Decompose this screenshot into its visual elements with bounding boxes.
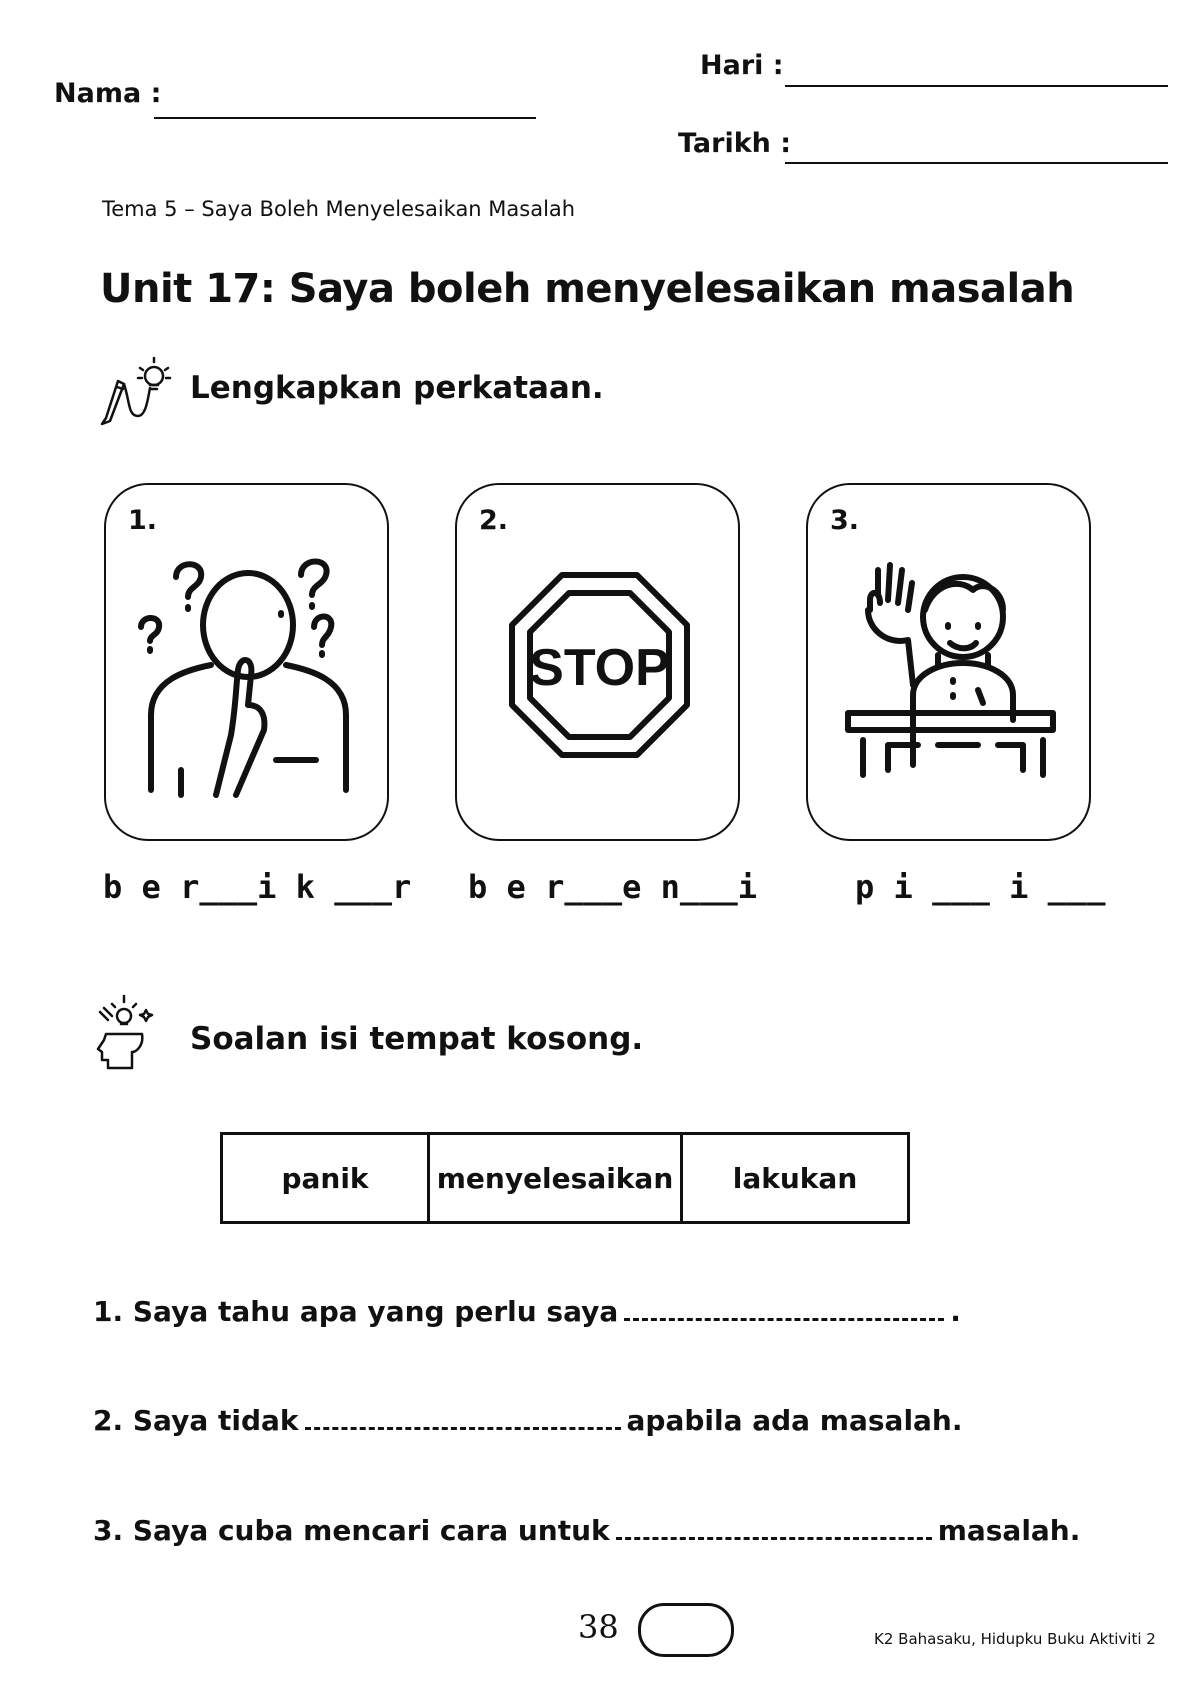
- boy-raising-hand-icon: [838, 555, 1063, 805]
- hari-label: Hari :: [700, 50, 784, 81]
- pencil-lightbulb-icon: [96, 354, 176, 430]
- word-puzzle-1: b e r___i k ___r: [103, 868, 412, 906]
- sentence-3: [93, 1514, 1080, 1547]
- theme-subtitle: Tema 5 – Saya Boleh Menyelesaikan Masalah: [102, 197, 576, 221]
- sentence-1: [93, 1295, 961, 1328]
- picture-card-3: [806, 483, 1091, 841]
- card-number: 1.: [128, 505, 158, 536]
- picture-card-1: [104, 483, 389, 841]
- page-number-oval: [638, 1603, 734, 1657]
- picture-card-2: [455, 483, 740, 841]
- sentence-text: 2. Saya tidak: [93, 1404, 299, 1437]
- word-bank-item: menyelesaikan: [429, 1134, 682, 1223]
- word-bank-item: panik: [222, 1134, 429, 1223]
- card-number: 3.: [830, 505, 860, 536]
- head-ideas-icon: [94, 994, 154, 1078]
- sentence-text: 3. Saya cuba mencari cara untuk: [93, 1514, 610, 1547]
- svg-text:STOP: STOP: [529, 639, 670, 697]
- stop-sign-icon: [487, 555, 712, 805]
- sentence-text: .: [950, 1295, 961, 1328]
- answer-blank[interactable]: [624, 1314, 944, 1321]
- word-puzzle-3: p i ___ i ___: [855, 868, 1106, 906]
- nama-label: Nama :: [54, 78, 162, 109]
- sentence-text: apabila ada masalah.: [626, 1404, 963, 1437]
- thinking-person-icon: [136, 555, 361, 805]
- sentence-2: [93, 1404, 963, 1437]
- book-title: K2 Bahasaku, Hidupku Buku Aktiviti 2: [874, 1630, 1156, 1648]
- sentence-text: masalah.: [937, 1514, 1081, 1547]
- instruction-2: Soalan isi tempat kosong.: [190, 1021, 644, 1057]
- hari-field[interactable]: [785, 85, 1168, 87]
- word-bank: [220, 1132, 910, 1224]
- sentence-text: 1. Saya tahu apa yang perlu saya: [93, 1295, 619, 1328]
- nama-field[interactable]: [154, 117, 536, 119]
- instruction-1: Lengkapkan perkataan.: [190, 370, 604, 406]
- answer-blank[interactable]: [305, 1423, 621, 1430]
- tarikh-field[interactable]: [785, 162, 1168, 164]
- page-number: 38: [578, 1608, 619, 1646]
- card-number: 2.: [479, 505, 509, 536]
- tarikh-label: Tarikh :: [678, 128, 792, 159]
- unit-title: Unit 17: Saya boleh menyelesaikan masalah: [100, 266, 1075, 312]
- answer-blank[interactable]: [616, 1533, 932, 1540]
- word-puzzle-2: b e r___e n___i: [468, 868, 757, 906]
- word-bank-item: lakukan: [682, 1134, 909, 1223]
